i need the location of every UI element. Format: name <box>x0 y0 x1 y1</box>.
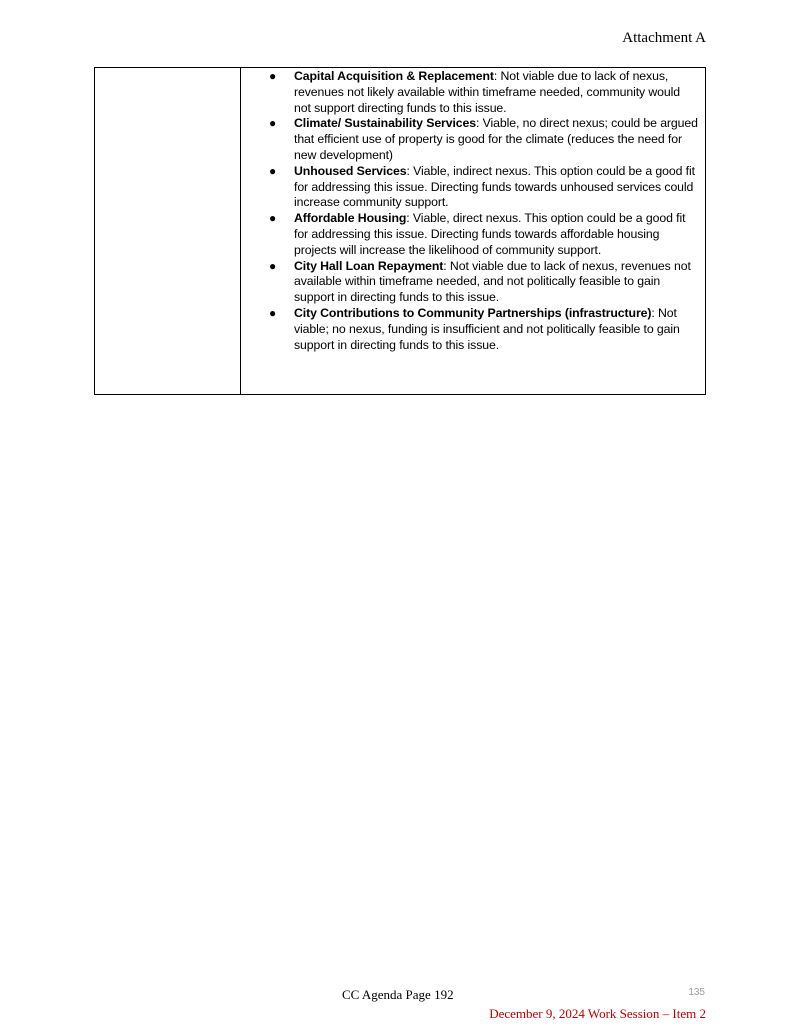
table-right-cell <box>241 68 705 394</box>
option-text: : Viable, direct nexus. This option could be a good fit for addressing this issue. Directing funds towards affordable housing projects will increase the likelihood of community support. <box>294 211 686 257</box>
bullet-icon: ● <box>269 163 277 178</box>
option-title: Climate/ Sustainability Services <box>294 116 477 131</box>
option-text: : Viable, no direct nexus; could be argued that efficient use of property is good for the climate (reduces the need for new development) <box>294 116 698 162</box>
bullet-icon: ● <box>269 69 277 83</box>
option-text: : Not viable due to lack of nexus, revenues not likely available within timeframe needed, community would not support directing funds to this issue. <box>294 69 681 115</box>
page-number: 135 <box>688 987 705 998</box>
agenda-page-label: CC Agenda Page 192 <box>342 987 454 1002</box>
bullet-icon: ● <box>269 211 277 226</box>
bullet-icon: ● <box>269 116 277 131</box>
option-text: : Not viable; no nexus, funding is insufficient and not politically feasible to gain support in directing funds to this issue. <box>294 305 680 352</box>
list-item <box>241 211 698 258</box>
bullet-icon: ● <box>269 305 277 320</box>
options-table <box>94 67 706 395</box>
table-left-cell <box>95 68 241 394</box>
option-title: City Contributions to Community Partnerships (infrastructure) <box>294 305 652 320</box>
option-title: Capital Acquisition & Replacement <box>294 69 494 83</box>
options-list <box>241 69 698 353</box>
bullet-icon: ● <box>269 258 277 273</box>
option-text: : Viable, indirect nexus. This option could be a good fit for addressing this issue. Directing funds towards unhoused services could increase community support. <box>294 163 695 210</box>
option-title: Unhoused Services <box>294 163 407 178</box>
list-item <box>241 116 698 163</box>
option-text: : Not viable due to lack of nexus, revenues not available within timeframe needed, and not politically feasible to gain support in directing funds to this issue. <box>294 258 691 305</box>
session-label: December 9, 2024 Work Session – Item 2 <box>489 1006 706 1021</box>
option-title: Affordable Housing <box>294 211 407 226</box>
list-item <box>241 259 698 306</box>
list-item <box>241 306 698 353</box>
attachment-label: Attachment A <box>622 30 706 46</box>
list-item <box>241 69 698 116</box>
option-title: City Hall Loan Repayment <box>294 258 444 273</box>
list-item <box>241 164 698 211</box>
